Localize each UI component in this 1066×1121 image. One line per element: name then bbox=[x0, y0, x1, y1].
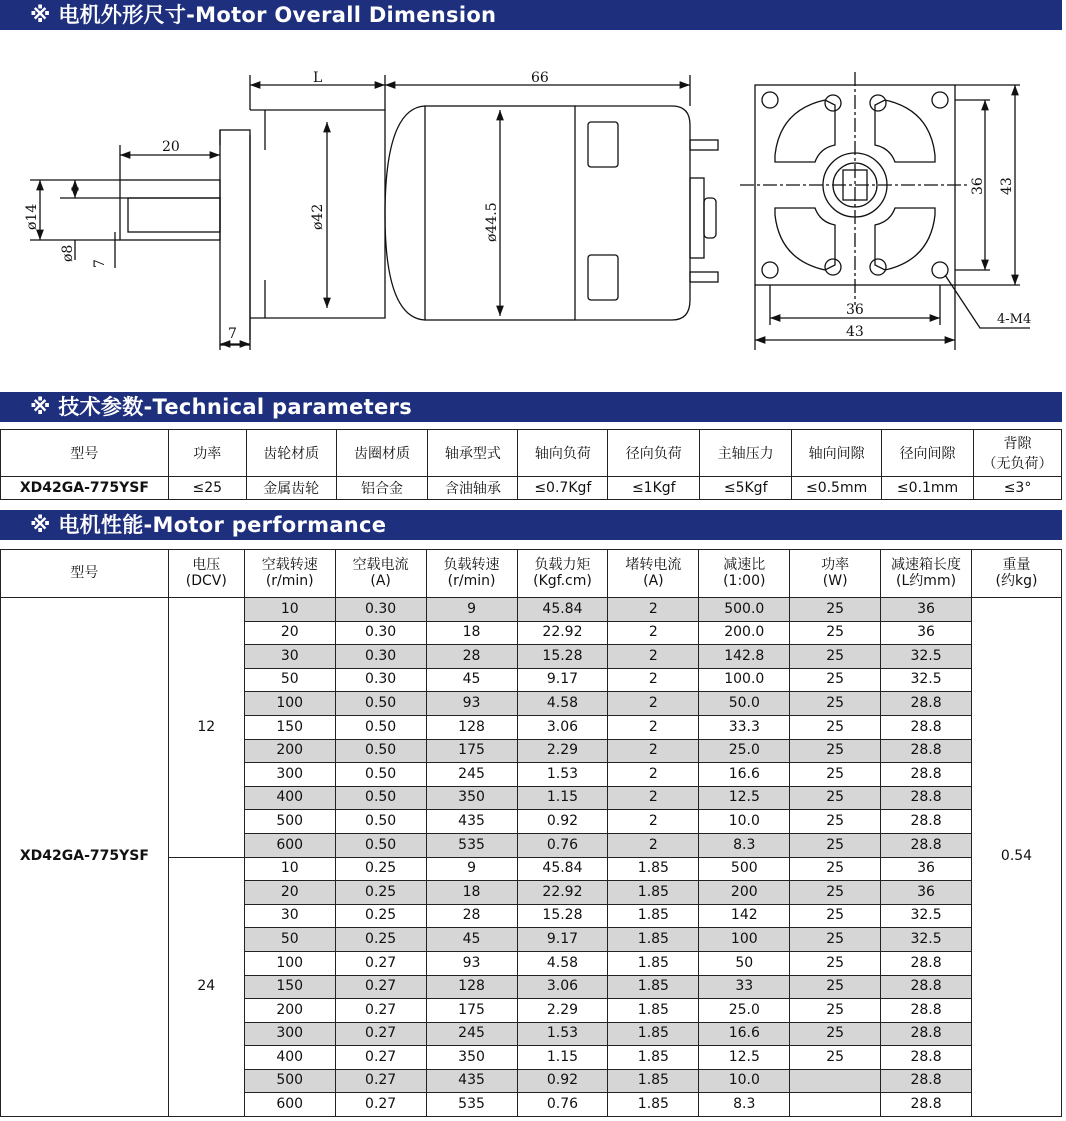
perf-value-cell: 200 bbox=[244, 999, 335, 1023]
perf-value-cell: 2 bbox=[608, 621, 699, 645]
tech-header-cell: 齿圈材质 bbox=[336, 430, 428, 477]
dim-d14: ø14 bbox=[24, 203, 40, 230]
perf-value-cell bbox=[790, 1069, 881, 1093]
perf-value-cell: 25 bbox=[790, 692, 881, 716]
perf-value-cell: 32.5 bbox=[881, 928, 972, 952]
motor-performance-table bbox=[0, 549, 1062, 1117]
technical-parameters-table bbox=[0, 429, 1062, 500]
perf-value-cell: 28.8 bbox=[881, 810, 972, 834]
perf-value-cell: 350 bbox=[426, 1046, 517, 1070]
perf-value-cell: 45 bbox=[426, 668, 517, 692]
perf-value-cell: 0.30 bbox=[335, 668, 426, 692]
perf-value-cell: 1.85 bbox=[608, 951, 699, 975]
perf-value-cell: 28.8 bbox=[881, 715, 972, 739]
perf-value-cell: 500 bbox=[244, 1069, 335, 1093]
perf-value-cell: 4.58 bbox=[517, 692, 608, 716]
perf-value-cell: 500.0 bbox=[699, 598, 790, 622]
perf-header-cell: 负载转速 (r/min) bbox=[426, 550, 517, 598]
perf-value-cell: 25 bbox=[790, 904, 881, 928]
tech-value-cell: ≤25 bbox=[168, 477, 246, 500]
perf-value-cell: 8.3 bbox=[699, 1093, 790, 1117]
perf-value-cell: 0.27 bbox=[335, 999, 426, 1023]
perf-value-cell: 33 bbox=[699, 975, 790, 999]
perf-value-cell: 33.3 bbox=[699, 715, 790, 739]
perf-value-cell: 200 bbox=[699, 881, 790, 905]
perf-value-cell: 45.84 bbox=[517, 857, 608, 881]
perf-value-cell: 150 bbox=[244, 975, 335, 999]
perf-value-cell: 100.0 bbox=[699, 668, 790, 692]
perf-header-cell: 负载力矩 (Kgf.cm) bbox=[517, 550, 608, 598]
dim-d8: ø8 bbox=[60, 244, 76, 262]
perf-value-cell: 0.25 bbox=[335, 928, 426, 952]
perf-value-cell: 25 bbox=[790, 857, 881, 881]
perf-value-cell: 0.50 bbox=[335, 786, 426, 810]
perf-value-cell: 500 bbox=[244, 810, 335, 834]
perf-value-cell: 25 bbox=[790, 621, 881, 645]
perf-value-cell: 0.50 bbox=[335, 833, 426, 857]
performance-header: ※ 电机性能-Motor performance bbox=[0, 510, 1062, 540]
tech-header-cell: 齿轮材质 bbox=[246, 430, 336, 477]
tech-header-cell: 径向间隙 bbox=[882, 430, 974, 477]
perf-value-cell: 175 bbox=[426, 739, 517, 763]
tech-value-cell: ≤0.1mm bbox=[882, 477, 974, 500]
perf-value-cell: 36 bbox=[881, 621, 972, 645]
tech-header-cell: 型号 bbox=[1, 430, 169, 477]
perf-value-cell: 50.0 bbox=[699, 692, 790, 716]
voltage-cell: 24 bbox=[168, 857, 244, 1117]
perf-value-cell: 25 bbox=[790, 645, 881, 669]
perf-value-cell: 28.8 bbox=[881, 786, 972, 810]
perf-value-cell: 300 bbox=[244, 763, 335, 787]
tech-value-cell: ≤0.5mm bbox=[792, 477, 882, 500]
perf-value-cell: 25 bbox=[790, 999, 881, 1023]
perf-value-cell: 1.85 bbox=[608, 928, 699, 952]
perf-value-cell: 2 bbox=[608, 786, 699, 810]
perf-value-cell: 400 bbox=[244, 786, 335, 810]
perf-value-cell: 8.3 bbox=[699, 833, 790, 857]
perf-value-cell: 1.85 bbox=[608, 999, 699, 1023]
perf-value-cell: 535 bbox=[426, 833, 517, 857]
tech-value-cell: 含油轴承 bbox=[428, 477, 518, 500]
perf-header-cell: 减速比 (1:00) bbox=[699, 550, 790, 598]
perf-value-cell: 25.0 bbox=[699, 739, 790, 763]
perf-value-cell: 2 bbox=[608, 739, 699, 763]
perf-value-cell: 0.50 bbox=[335, 810, 426, 834]
perf-value-cell: 600 bbox=[244, 833, 335, 857]
perf-value-cell: 0.27 bbox=[335, 975, 426, 999]
perf-value-cell: 28.8 bbox=[881, 999, 972, 1023]
perf-value-cell: 0.50 bbox=[335, 715, 426, 739]
perf-value-cell: 100 bbox=[244, 692, 335, 716]
perf-value-cell: 18 bbox=[426, 881, 517, 905]
perf-value-cell: 28.8 bbox=[881, 1046, 972, 1070]
front-view bbox=[740, 72, 1030, 350]
dim-20: 20 bbox=[162, 139, 180, 155]
perf-value-cell: 36 bbox=[881, 881, 972, 905]
tech-header-cell: 主轴压力 bbox=[700, 430, 792, 477]
tech-value-cell: 金属齿轮 bbox=[246, 477, 336, 500]
side-view bbox=[30, 75, 718, 350]
perf-value-cell: 28.8 bbox=[881, 833, 972, 857]
perf-value-cell: 32.5 bbox=[881, 645, 972, 669]
perf-header-cell: 空载转速 (r/min) bbox=[244, 550, 335, 598]
perf-value-cell: 0.27 bbox=[335, 951, 426, 975]
motor-dimension-drawing bbox=[0, 30, 1066, 392]
dimension-header: ※ 电机外形尺寸-Motor Overall Dimension bbox=[0, 0, 1062, 30]
perf-value-cell: 0.76 bbox=[517, 833, 608, 857]
perf-value-cell: 0.50 bbox=[335, 763, 426, 787]
perf-value-cell: 1.53 bbox=[517, 763, 608, 787]
tech-value-cell: ≤5Kgf bbox=[700, 477, 792, 500]
model-cell: XD42GA-775YSF bbox=[1, 598, 169, 1117]
perf-value-cell: 16.6 bbox=[699, 763, 790, 787]
perf-value-cell: 435 bbox=[426, 810, 517, 834]
perf-value-cell: 1.85 bbox=[608, 1069, 699, 1093]
perf-value-cell: 1.85 bbox=[608, 1093, 699, 1117]
perf-value-cell: 1.53 bbox=[517, 1022, 608, 1046]
perf-value-cell: 0.25 bbox=[335, 881, 426, 905]
perf-header-cell: 堵转电流 (A) bbox=[608, 550, 699, 598]
perf-value-cell: 0.92 bbox=[517, 1069, 608, 1093]
perf-value-cell: 435 bbox=[426, 1069, 517, 1093]
perf-value-cell: 28.8 bbox=[881, 1069, 972, 1093]
perf-value-cell: 12.5 bbox=[699, 786, 790, 810]
perf-value-cell: 2 bbox=[608, 692, 699, 716]
dim-36-horizontal: 36 bbox=[846, 302, 864, 318]
perf-header-cell: 重量 (约kg) bbox=[972, 550, 1062, 598]
perf-value-cell: 25 bbox=[790, 786, 881, 810]
tech-header-cell: 轴向间隙 bbox=[792, 430, 882, 477]
perf-value-cell: 500 bbox=[699, 857, 790, 881]
perf-value-cell: 2.29 bbox=[517, 999, 608, 1023]
perf-value-cell: 45.84 bbox=[517, 598, 608, 622]
perf-value-cell: 10 bbox=[244, 598, 335, 622]
perf-value-cell: 30 bbox=[244, 904, 335, 928]
perf-value-cell: 2 bbox=[608, 598, 699, 622]
perf-value-cell: 28 bbox=[426, 904, 517, 928]
dim-L: L bbox=[313, 70, 323, 86]
perf-value-cell: 9.17 bbox=[517, 668, 608, 692]
perf-value-cell: 10 bbox=[244, 857, 335, 881]
perf-value-cell: 128 bbox=[426, 715, 517, 739]
perf-value-cell: 10.0 bbox=[699, 1069, 790, 1093]
perf-value-cell: 0.76 bbox=[517, 1093, 608, 1117]
dim-7-flange: 7 bbox=[228, 326, 237, 342]
perf-value-cell: 535 bbox=[426, 1093, 517, 1117]
dim-36-vertical: 36 bbox=[970, 177, 986, 195]
perf-value-cell: 0.25 bbox=[335, 904, 426, 928]
perf-value-cell: 350 bbox=[426, 786, 517, 810]
perf-header-cell: 减速箱长度 (L约mm) bbox=[881, 550, 972, 598]
perf-value-cell: 128 bbox=[426, 975, 517, 999]
perf-value-cell: 142 bbox=[699, 904, 790, 928]
perf-value-cell: 0.25 bbox=[335, 857, 426, 881]
perf-value-cell: 0.27 bbox=[335, 1022, 426, 1046]
perf-value-cell: 36 bbox=[881, 598, 972, 622]
perf-value-cell: 2 bbox=[608, 645, 699, 669]
perf-value-cell: 1.85 bbox=[608, 881, 699, 905]
perf-header-cell: 空载电流 (A) bbox=[335, 550, 426, 598]
perf-value-cell: 28.8 bbox=[881, 692, 972, 716]
perf-value-cell: 22.92 bbox=[517, 621, 608, 645]
perf-value-cell: 150 bbox=[244, 715, 335, 739]
perf-value-cell: 28.8 bbox=[881, 763, 972, 787]
perf-value-cell: 1.85 bbox=[608, 904, 699, 928]
perf-value-cell: 2 bbox=[608, 668, 699, 692]
perf-value-cell: 600 bbox=[244, 1093, 335, 1117]
tech-value-cell: 铝合金 bbox=[336, 477, 428, 500]
perf-value-cell: 25 bbox=[790, 715, 881, 739]
perf-value-cell: 200 bbox=[244, 739, 335, 763]
perf-value-cell: 0.30 bbox=[335, 598, 426, 622]
perf-value-cell: 142.8 bbox=[699, 645, 790, 669]
perf-value-cell: 2 bbox=[608, 715, 699, 739]
perf-value-cell: 25.0 bbox=[699, 999, 790, 1023]
technical-header: ※ 技术参数-Technical parameters bbox=[0, 392, 1062, 422]
perf-value-cell: 28 bbox=[426, 645, 517, 669]
tech-value-cell: ≤3° bbox=[974, 477, 1062, 500]
perf-value-cell: 9 bbox=[426, 857, 517, 881]
perf-value-cell: 32.5 bbox=[881, 668, 972, 692]
perf-value-cell: 0.27 bbox=[335, 1093, 426, 1117]
perf-value-cell: 2 bbox=[608, 810, 699, 834]
perf-value-cell: 30 bbox=[244, 645, 335, 669]
perf-value-cell: 25 bbox=[790, 810, 881, 834]
dim-43-horizontal: 43 bbox=[846, 324, 864, 340]
perf-value-cell: 175 bbox=[426, 999, 517, 1023]
perf-value-cell: 28.8 bbox=[881, 1022, 972, 1046]
dim-43-vertical: 43 bbox=[999, 177, 1015, 195]
perf-value-cell: 28.8 bbox=[881, 739, 972, 763]
perf-value-cell: 9.17 bbox=[517, 928, 608, 952]
perf-value-cell: 25 bbox=[790, 833, 881, 857]
perf-value-cell: 1.85 bbox=[608, 857, 699, 881]
perf-value-cell: 25 bbox=[790, 1046, 881, 1070]
tech-header-cell: 轴向负荷 bbox=[518, 430, 608, 477]
perf-value-cell: 28.8 bbox=[881, 1093, 972, 1117]
perf-value-cell: 245 bbox=[426, 763, 517, 787]
perf-value-cell: 20 bbox=[244, 621, 335, 645]
perf-value-cell: 25 bbox=[790, 739, 881, 763]
perf-value-cell: 25 bbox=[790, 928, 881, 952]
perf-value-cell: 0.30 bbox=[335, 645, 426, 669]
perf-value-cell: 200.0 bbox=[699, 621, 790, 645]
perf-value-cell: 93 bbox=[426, 951, 517, 975]
perf-value-cell: 4.58 bbox=[517, 951, 608, 975]
tech-value-cell: ≤1Kgf bbox=[608, 477, 700, 500]
perf-value-cell: 50 bbox=[699, 951, 790, 975]
tech-header-cell: 功率 bbox=[168, 430, 246, 477]
weight-cell: 0.54 bbox=[972, 598, 1062, 1117]
perf-value-cell: 28.8 bbox=[881, 975, 972, 999]
perf-value-cell: 25 bbox=[790, 598, 881, 622]
perf-value-cell: 12.5 bbox=[699, 1046, 790, 1070]
perf-header-cell: 型号 bbox=[1, 550, 169, 598]
table-header-row bbox=[1, 550, 1062, 598]
perf-value-cell: 32.5 bbox=[881, 904, 972, 928]
perf-value-cell: 20 bbox=[244, 881, 335, 905]
perf-value-cell: 0.50 bbox=[335, 739, 426, 763]
perf-value-cell: 3.06 bbox=[517, 975, 608, 999]
perf-value-cell: 45 bbox=[426, 928, 517, 952]
perf-value-cell: 1.85 bbox=[608, 1022, 699, 1046]
perf-value-cell: 50 bbox=[244, 668, 335, 692]
perf-value-cell: 36 bbox=[881, 857, 972, 881]
dim-4-m4: 4-M4 bbox=[997, 312, 1032, 327]
perf-header-cell: 电压 (DCV) bbox=[168, 550, 244, 598]
dim-66: 66 bbox=[531, 70, 549, 86]
perf-value-cell: 3.06 bbox=[517, 715, 608, 739]
perf-value-cell: 25 bbox=[790, 668, 881, 692]
perf-value-cell: 1.85 bbox=[608, 975, 699, 999]
tech-value-cell: ≤0.7Kgf bbox=[518, 477, 608, 500]
perf-value-cell: 93 bbox=[426, 692, 517, 716]
dim-7-shaft: 7 bbox=[92, 259, 108, 268]
perf-value-cell: 0.27 bbox=[335, 1069, 426, 1093]
perf-value-cell: 9 bbox=[426, 598, 517, 622]
perf-value-cell: 2 bbox=[608, 763, 699, 787]
perf-value-cell: 2.29 bbox=[517, 739, 608, 763]
dim-d42: ø42 bbox=[310, 203, 326, 230]
perf-value-cell bbox=[790, 1093, 881, 1117]
tech-header-cell: 背隙 （无负荷） bbox=[974, 430, 1062, 477]
perf-value-cell: 100 bbox=[699, 928, 790, 952]
perf-header-cell: 功率 (W) bbox=[790, 550, 881, 598]
perf-value-cell: 400 bbox=[244, 1046, 335, 1070]
perf-value-cell: 1.85 bbox=[608, 1046, 699, 1070]
perf-value-cell: 25 bbox=[790, 951, 881, 975]
perf-value-cell: 15.28 bbox=[517, 645, 608, 669]
perf-value-cell: 0.92 bbox=[517, 810, 608, 834]
perf-value-cell: 25 bbox=[790, 1022, 881, 1046]
perf-value-cell: 25 bbox=[790, 763, 881, 787]
dim-d44-5: ø44.5 bbox=[484, 202, 500, 242]
tech-header-cell: 轴承型式 bbox=[428, 430, 518, 477]
voltage-cell: 12 bbox=[168, 598, 244, 858]
perf-value-cell: 50 bbox=[244, 928, 335, 952]
perf-value-cell: 0.50 bbox=[335, 692, 426, 716]
perf-value-cell: 15.28 bbox=[517, 904, 608, 928]
perf-value-cell: 300 bbox=[244, 1022, 335, 1046]
perf-value-cell: 16.6 bbox=[699, 1022, 790, 1046]
perf-value-cell: 100 bbox=[244, 951, 335, 975]
perf-value-cell: 245 bbox=[426, 1022, 517, 1046]
perf-value-cell: 18 bbox=[426, 621, 517, 645]
table-row bbox=[1, 598, 1062, 622]
perf-value-cell: 2 bbox=[608, 833, 699, 857]
perf-value-cell: 0.30 bbox=[335, 621, 426, 645]
perf-value-cell: 10.0 bbox=[699, 810, 790, 834]
perf-value-cell: 1.15 bbox=[517, 786, 608, 810]
perf-value-cell: 1.15 bbox=[517, 1046, 608, 1070]
perf-value-cell: 0.27 bbox=[335, 1046, 426, 1070]
perf-value-cell: 25 bbox=[790, 975, 881, 999]
tech-header-cell: 径向负荷 bbox=[608, 430, 700, 477]
tech-value-cell: XD42GA-775YSF bbox=[1, 477, 169, 500]
perf-value-cell: 22.92 bbox=[517, 881, 608, 905]
perf-value-cell: 25 bbox=[790, 881, 881, 905]
perf-value-cell: 28.8 bbox=[881, 951, 972, 975]
